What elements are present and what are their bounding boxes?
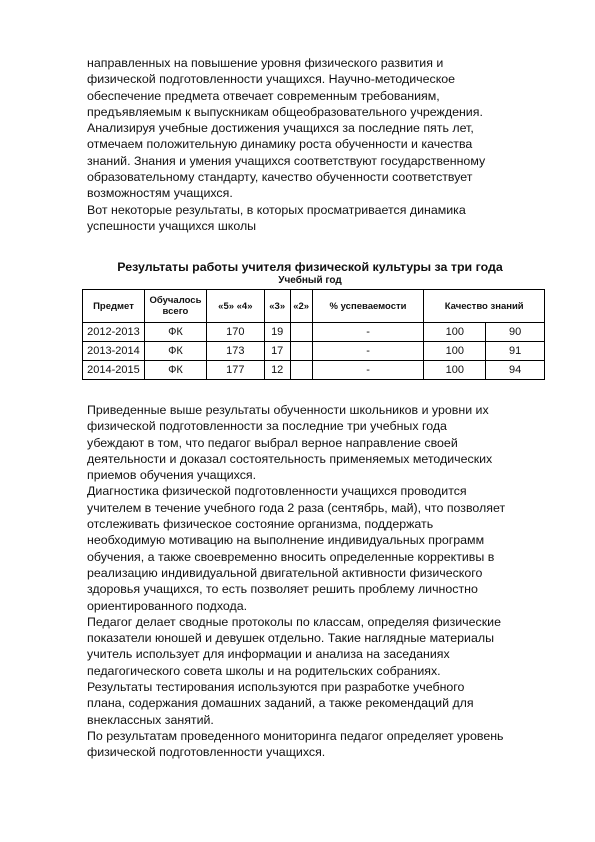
header-cell: Обучалось всего: [144, 290, 206, 323]
table-cell: 19: [264, 323, 290, 342]
header-cell: «2»: [290, 290, 312, 323]
text-line: учителем в течение учебного года 2 раза (сентябрь, май), что позволяет: [87, 500, 506, 515]
text-line: Результаты тестирования используются при разработке учебного: [87, 680, 465, 695]
text-line: плана, содержания домашних заданий, а также рекомендаций для: [87, 696, 474, 711]
table-cell: [290, 323, 312, 342]
table-cell: 94: [486, 361, 545, 380]
table-cell: -: [312, 342, 424, 361]
text-line: предъявляемым к выпускникам общеобразовательного учреждения.: [87, 104, 483, 119]
text-line: показатели юношей и девушек отдельно. Такие наглядные материалы: [87, 631, 494, 646]
table-subtitle: Учебный год: [278, 275, 342, 286]
text-line: деятельности и доказал состоятельность применяемых методических: [87, 451, 493, 466]
header-cell: «3»: [264, 290, 290, 323]
table-cell: 100: [424, 323, 486, 342]
text-line: внеклассных занятий.: [87, 712, 214, 727]
table-cell: 2013-2014: [83, 342, 145, 361]
text-line: Педагог делает сводные протоколы по классам, определяя физические: [87, 614, 501, 629]
text-line: обучения, а также своевременно вносить определенные коррективы в: [87, 549, 495, 564]
text-line: физической подготовленности учащихся. Научно-методическое: [87, 72, 456, 87]
paragraph-intro: [87, 55, 557, 234]
text-line: отслеживать физическое состояние организма, поддержать: [87, 517, 434, 532]
text-line: ориентированного подхода.: [87, 598, 248, 613]
table-cell: 170: [206, 323, 264, 342]
text-line: По результатам проведенного мониторинга педагог определяет уровень: [87, 728, 504, 743]
text-line: направленных на повышение уровня физического развития и: [87, 56, 444, 70]
table-row: [83, 323, 545, 342]
text-line: успешности учащихся школы: [87, 218, 257, 233]
text-line: физической подготовленности за последние три учебных года: [87, 419, 447, 434]
header-cell: Предмет: [83, 290, 145, 323]
header-cell: «5» «4»: [206, 290, 264, 323]
results-table: [82, 289, 545, 380]
text-line: знаний. Знания и умения учащихся соответствуют государственному: [87, 153, 486, 168]
text-line: необходимую мотивацию на выполнение индивидуальных программ: [87, 533, 485, 548]
text-line: обеспечение предмета отвечает современным требованиям,: [87, 88, 440, 103]
text-line: Анализируя учебные достижения учащихся за последние пять лет,: [87, 121, 474, 136]
table-cell: [290, 342, 312, 361]
table-cell: 173: [206, 342, 264, 361]
text-line: приемов обучения учащихся.: [87, 468, 257, 483]
table-cell: 91: [486, 342, 545, 361]
text-line: убеждают в том, что педагог выбрал верное направление своей: [87, 435, 458, 450]
table-cell: 12: [264, 361, 290, 380]
text-line: Приведенные выше результаты обученности школьников и уровни их: [87, 403, 489, 417]
text-line: возможностям учащихся.: [87, 186, 233, 201]
text-line: физической подготовленности учащихся.: [87, 745, 326, 760]
table-cell: 100: [424, 342, 486, 361]
header-cell: % успеваемости: [312, 290, 424, 323]
paragraph-conclusion: [87, 402, 557, 761]
text-line: педагогического совета школы и на родительских собраниях.: [87, 663, 441, 678]
text-line: отмечаем положительную динамику роста обученности и качества: [87, 137, 473, 152]
table-row: [83, 342, 545, 361]
text-line: реализацию индивидуальной двигательной активности физического: [87, 565, 483, 580]
table-cell: ФК: [144, 323, 206, 342]
text-line: Диагностика физической подготовленности учащихся проводится: [87, 484, 467, 499]
table-cell: 2014-2015: [83, 361, 145, 380]
table-cell: 17: [264, 342, 290, 361]
header-cell: Качество знаний: [424, 290, 545, 323]
table-cell: ФК: [144, 342, 206, 361]
text-line: здоровья учащихся, то есть позволяет решить проблему личностно: [87, 582, 478, 597]
table-cell: ФК: [144, 361, 206, 380]
table-cell: -: [312, 361, 424, 380]
table-cell: -: [312, 323, 424, 342]
table-cell: 90: [486, 323, 545, 342]
text-line: образовательному стандарту, качество обученности соответствует: [87, 170, 473, 185]
text-line: учитель использует для информации и анализа на заседаниях: [87, 647, 450, 662]
table-cell: 100: [424, 361, 486, 380]
text-line: Вот некоторые результаты, в которых просматривается динамика: [87, 202, 466, 217]
table-header-row: [83, 290, 545, 323]
table-cell: 2012-2013: [83, 323, 145, 342]
table-cell: 177: [206, 361, 264, 380]
table-row: [83, 361, 545, 380]
table-cell: [290, 361, 312, 380]
table-title: Результаты работы учителя физической культуры за три года: [117, 260, 503, 274]
